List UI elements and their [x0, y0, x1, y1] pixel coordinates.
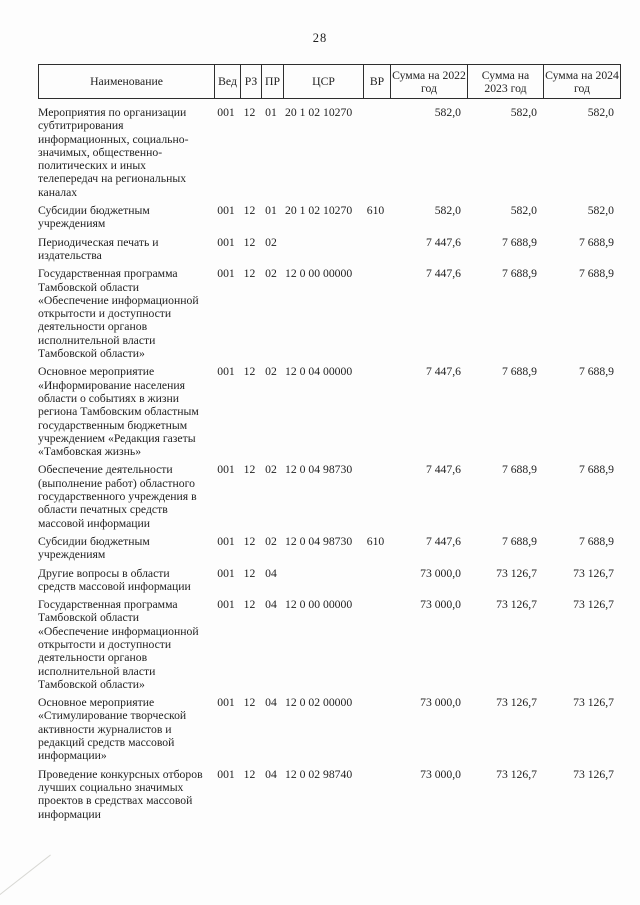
cell-csr: 12 0 02 00000: [285, 696, 353, 710]
cell-ved: 001: [217, 235, 235, 249]
table-row: [38, 768, 619, 821]
cell-vr: [362, 598, 389, 691]
cell-csr: 12 0 00 00000: [285, 598, 353, 612]
cell-sum-2024: 73 126,7: [573, 598, 614, 612]
col-header-vr: ВР: [363, 65, 390, 98]
cell-name: Мероприятия по организации субтитрирования информационных, социально-значимых, общественно-политических и иных телепередач на региональных каналах: [38, 106, 189, 199]
table-row: [38, 567, 619, 594]
table-row: [38, 535, 619, 562]
cell-rz: 12: [243, 534, 256, 548]
cell-sum-2023: 73 126,7: [496, 767, 537, 781]
cell-ved: 001: [217, 204, 235, 218]
cell-sum-2024: 73 126,7: [573, 767, 614, 781]
cell-pr: 04: [265, 598, 277, 612]
budget-table: [38, 64, 621, 826]
cell-csr: 12 0 02 98740: [285, 767, 353, 781]
cell-vr: [362, 236, 389, 263]
cell-rz: 12: [243, 463, 256, 477]
col-header-pr: ПР: [261, 65, 283, 98]
cell-pr: 04: [265, 767, 277, 781]
table-body: [38, 99, 619, 821]
cell-vr: 610: [366, 534, 385, 548]
cell-vr: 610: [366, 204, 385, 218]
cell-ved: 001: [217, 566, 235, 580]
cell-sum-2023: 73 126,7: [496, 696, 537, 710]
cell-sum-2022: 73 000,0: [420, 767, 461, 781]
cell-sum-2023: 7 688,9: [501, 267, 537, 281]
col-header-sum-2022: Сумма на 2022 год: [390, 65, 467, 98]
cell-pr: 04: [265, 566, 277, 580]
cell-ved: 001: [217, 267, 235, 281]
cell-name: Основное мероприятие «Стимулирование творческой активности журналистов и редакций средств массовой информации»: [38, 696, 187, 763]
cell-sum-2024: 582,0: [587, 204, 614, 218]
cell-pr: 02: [265, 235, 277, 249]
cell-sum-2024: 7 688,9: [578, 365, 614, 379]
table-row: [38, 204, 619, 231]
cell-pr: 02: [265, 267, 277, 281]
cell-name: Основное мероприятие «Информирование населения области о событиях в жизни региона Тамбовским областным государственным бюджетным учреждением «Редакция газеты «Тамбовская жизнь»: [38, 365, 199, 459]
cell-sum-2024: 7 688,9: [578, 534, 614, 548]
table-row: [38, 463, 619, 529]
cell-csr: 12 0 04 00000: [285, 365, 353, 379]
cell-ved: 001: [217, 767, 235, 781]
cell-sum-2022: 582,0: [434, 204, 461, 218]
cell-sum-2023: 582,0: [510, 204, 537, 218]
table-row: [38, 267, 619, 360]
cell-pr: 02: [265, 534, 277, 548]
cell-vr: [362, 696, 389, 762]
col-header-rz: РЗ: [240, 65, 261, 98]
scan-artifact-line: [0, 855, 51, 899]
cell-name: Субсидии бюджетным учреждениям: [38, 204, 150, 231]
cell-sum-2022: 7 447,6: [425, 267, 461, 281]
cell-ved: 001: [217, 106, 235, 119]
cell-vr: [362, 267, 389, 360]
cell-pr: 01: [265, 106, 277, 119]
cell-ved: 001: [217, 463, 235, 477]
cell-name: Государственная программа Тамбовской области «Обеспечение информационной открытости и доступности деятельности органов исполнительной власти Тамбовской области»: [38, 267, 199, 361]
cell-pr: 04: [265, 696, 277, 710]
cell-vr: [362, 463, 389, 529]
cell-name: Обеспечение деятельности (выполнение работ) областного государственного учреждения в области печатных средств массовой информации: [38, 463, 197, 530]
cell-name: Периодическая печать и издательства: [38, 235, 159, 262]
cell-vr: [362, 768, 389, 821]
cell-sum-2022: 73 000,0: [420, 598, 461, 612]
cell-csr: [282, 236, 362, 263]
cell-sum-2022: 582,0: [434, 106, 461, 119]
cell-csr: 20 1 02 10270: [285, 204, 353, 218]
cell-sum-2024: 73 126,7: [573, 696, 614, 710]
cell-name: Проведение конкурсных отборов лучших социально значимых проектов в средствах массовой информации: [38, 767, 203, 821]
cell-sum-2023: 73 126,7: [496, 566, 537, 580]
cell-sum-2022: 73 000,0: [420, 566, 461, 580]
page-number: 28: [312, 31, 328, 45]
col-header-sum-2024: Сумма на 2024 год: [543, 65, 620, 98]
cell-name: Другие вопросы в области средств массовой информации: [38, 566, 191, 593]
table-row: [38, 696, 619, 762]
table-header-row: [38, 64, 621, 99]
cell-pr: 02: [265, 365, 277, 379]
cell-sum-2023: 73 126,7: [496, 598, 537, 612]
cell-sum-2024: 7 688,9: [578, 235, 614, 249]
table-row: [38, 598, 619, 691]
cell-rz: 12: [243, 267, 256, 281]
cell-rz: 12: [243, 235, 256, 249]
cell-rz: 12: [243, 767, 256, 781]
cell-csr: 12 0 00 00000: [285, 267, 353, 281]
cell-ved: 001: [217, 598, 235, 612]
cell-csr: 12 0 04 98730: [285, 534, 353, 548]
cell-csr: 20 1 02 10270: [285, 106, 353, 119]
table-row: [38, 106, 619, 199]
cell-pr: 02: [265, 463, 277, 477]
cell-vr: [362, 365, 389, 458]
table-row: [38, 365, 619, 458]
cell-sum-2022: 7 447,6: [425, 365, 461, 379]
cell-ved: 001: [217, 534, 235, 548]
cell-csr: 12 0 04 98730: [285, 463, 353, 477]
cell-rz: 12: [243, 365, 256, 379]
cell-ved: 001: [217, 365, 235, 379]
cell-name: Субсидии бюджетным учреждениям: [38, 534, 150, 562]
cell-sum-2023: 7 688,9: [501, 534, 537, 548]
cell-rz: 12: [243, 598, 256, 612]
cell-sum-2023: 7 688,9: [501, 365, 537, 379]
col-header-csr: ЦСР: [283, 65, 363, 98]
cell-sum-2024: 582,0: [587, 106, 614, 119]
cell-vr: [362, 106, 389, 199]
cell-sum-2022: 73 000,0: [420, 696, 461, 710]
cell-rz: 12: [243, 106, 256, 119]
cell-sum-2024: 7 688,9: [578, 463, 614, 477]
cell-rz: 12: [243, 204, 256, 218]
cell-rz: 12: [243, 696, 256, 710]
cell-csr: [282, 567, 362, 594]
cell-vr: [362, 567, 389, 594]
cell-sum-2023: 7 688,9: [501, 235, 537, 249]
cell-pr: 01: [265, 204, 277, 218]
col-header-sum-2023: Сумма на 2023 год: [467, 65, 543, 98]
cell-ved: 001: [217, 696, 235, 710]
col-header-ved: Вед: [214, 65, 240, 98]
cell-sum-2024: 73 126,7: [573, 566, 614, 580]
cell-sum-2022: 7 447,6: [425, 463, 461, 477]
cell-sum-2022: 7 447,6: [425, 534, 461, 548]
col-header-name: Наименование: [90, 75, 163, 88]
cell-sum-2024: 7 688,9: [578, 267, 614, 281]
cell-rz: 12: [243, 566, 256, 580]
cell-sum-2022: 7 447,6: [425, 235, 461, 249]
cell-sum-2023: 582,0: [510, 106, 537, 119]
cell-name: Государственная программа Тамбовской области «Обеспечение информационной открытости и доступности деятельности органов исполнительной власти Тамбовской области»: [38, 598, 199, 691]
table-row: [38, 236, 619, 263]
cell-sum-2023: 7 688,9: [501, 463, 537, 477]
